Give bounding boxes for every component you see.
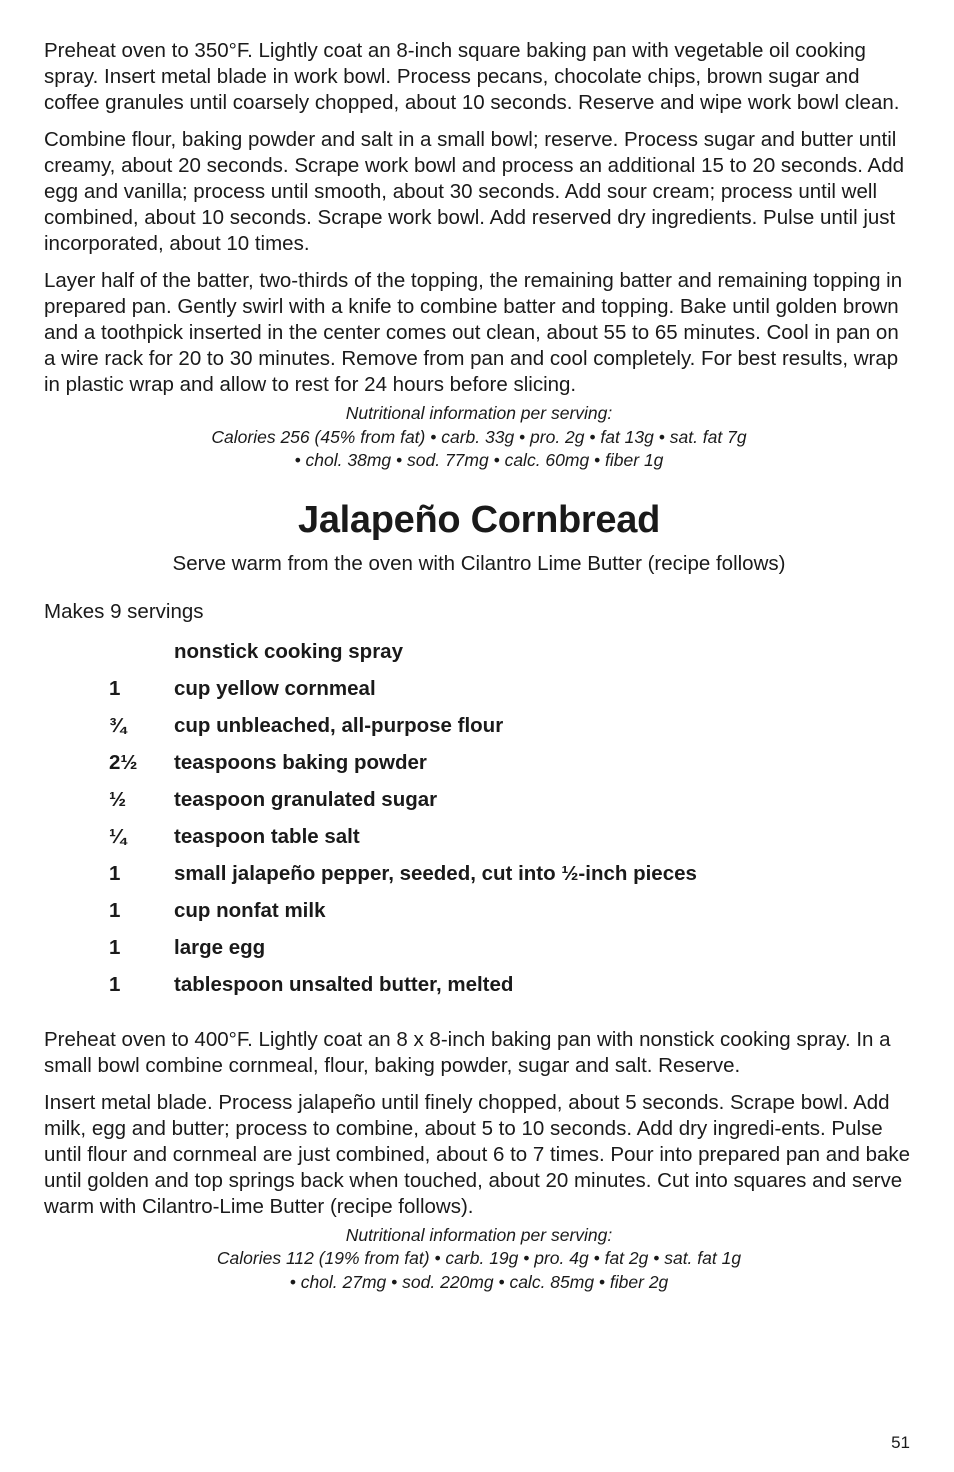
nutrition-info-cornbread — [44, 1224, 914, 1295]
ingredient-item: large egg — [174, 935, 266, 959]
ingredient-row — [44, 898, 914, 935]
nutrition-heading: Nutritional information per serving: — [345, 1224, 613, 1245]
recipe-page — [44, 38, 914, 1294]
ingredient-quantity: ¾ — [109, 713, 127, 737]
recipe-subtitle: Serve warm from the oven with Cilantro Lime Butter (recipe follows) — [172, 551, 786, 575]
ingredient-quantity: 1 — [109, 935, 121, 959]
ingredient-row — [44, 639, 914, 676]
page-number: 51 — [891, 1433, 910, 1452]
servings-count: Makes 9 servings — [44, 599, 204, 623]
ingredient-item: teaspoons baking powder — [174, 750, 427, 774]
ingredient-row — [44, 787, 914, 824]
intro-paragraph-2: Combine flour, baking powder and salt in a small bowl; reserve. Process sugar and butter until creamy, about 20 seconds. Scrape work bowl and process an additional 15 to 20 seconds. Add egg and vanilla; process until smooth, about 30 seconds. Add sour cream; process until well combined, about 10 seconds. Scrape work bowl. Add reserved dry ingredients. Pulse until just incorporated, about 10 times. — [44, 128, 905, 255]
nutrition-line: Calories 256 (45% from fat) • carb. 33g • pro. 2g • fat 13g • sat. fat 7g — [211, 426, 747, 447]
ingredient-item: cup unbleached, all-purpose flour — [174, 713, 504, 737]
nutrition-line: • chol. 38mg • sod. 77mg • calc. 60mg • fiber 1g — [294, 450, 664, 470]
ingredient-quantity: 1 — [109, 972, 121, 996]
ingredient-list — [44, 639, 914, 1009]
ingredient-row — [44, 935, 914, 972]
instruction-paragraph-2: Insert metal blade. Process jalapeño until finely chopped, about 5 seconds. Scrape bowl. Add milk, egg and butter; process to combine, about 5 to 10 seconds. Add dry ingredi-ents. Pulse until flour and cornmeal are just combined, about 6 to 7 times. Pour into prepared pan and bake until golden and top springs back when touched, about 20 minutes. Cut into squares and serve warm with Cilantro-Lime Butter (recipe follows). — [44, 1090, 911, 1218]
ingredient-row — [44, 750, 914, 787]
ingredient-quantity: 1 — [109, 898, 121, 922]
instruction-paragraph-1: Preheat oven to 400°F. Lightly coat an 8 x 8-inch baking pan with nonstick cooking spray. In a small bowl combine cornmeal, flour, baking powder, sugar and salt. Reserve. — [44, 1027, 891, 1077]
ingredient-row — [44, 824, 914, 861]
ingredient-item: small jalapeño pepper, seeded, cut into ½-inch pieces — [174, 861, 697, 885]
ingredient-item: cup yellow cornmeal — [174, 676, 376, 700]
ingredient-quantity: 2½ — [109, 750, 138, 774]
ingredient-row — [44, 713, 914, 750]
ingredient-item: teaspoon granulated sugar — [174, 787, 438, 811]
ingredient-quantity: ¼ — [109, 824, 127, 848]
ingredient-row — [44, 676, 914, 713]
recipe-title: Jalapeño Cornbread — [297, 498, 661, 541]
ingredient-quantity: ½ — [109, 787, 127, 811]
ingredient-row — [44, 972, 914, 1009]
ingredient-row — [44, 861, 914, 898]
ingredient-item: cup nonfat milk — [174, 898, 326, 922]
nutrition-line: Calories 112 (19% from fat) • carb. 19g • pro. 4g • fat 2g • sat. fat 1g — [216, 1248, 742, 1268]
ingredient-quantity: 1 — [109, 861, 121, 885]
nutrition-line: • chol. 27mg • sod. 220mg • calc. 85mg • fiber 2g — [289, 1271, 669, 1292]
nutrition-heading: Nutritional information per serving: — [345, 403, 613, 423]
intro-paragraph-3: Layer half of the batter, two-thirds of the topping, the remaining batter and remaining topping in prepared pan. Gently swirl with a knife to combine batter and topping. Bake until golden brown and a toothpick inserted in the center comes out clean, about 55 to 65 minutes. Cool in pan on a wire rack for 20 to 30 minutes. Remove from pan and cool completely. For best results, wrap in plastic wrap and allow to rest for 24 hours before slicing. — [44, 269, 903, 396]
ingredient-item: teaspoon table salt — [174, 824, 360, 848]
ingredient-item: nonstick cooking spray — [174, 639, 403, 663]
ingredient-quantity: 1 — [109, 676, 121, 700]
intro-paragraph-1: Preheat oven to 350°F. Lightly coat an 8-inch square baking pan with vegetable oil cooking spray. Insert metal blade in work bowl. Process pecans, chocolate chips, brown sugar and coffee granules until coarsely chopped, about 10 seconds. Reserve and wipe work bowl clean. — [44, 39, 900, 114]
nutrition-info-previous — [44, 402, 914, 473]
ingredient-item: tablespoon unsalted butter, melted — [174, 972, 514, 996]
ingredient-quantity — [109, 639, 174, 676]
